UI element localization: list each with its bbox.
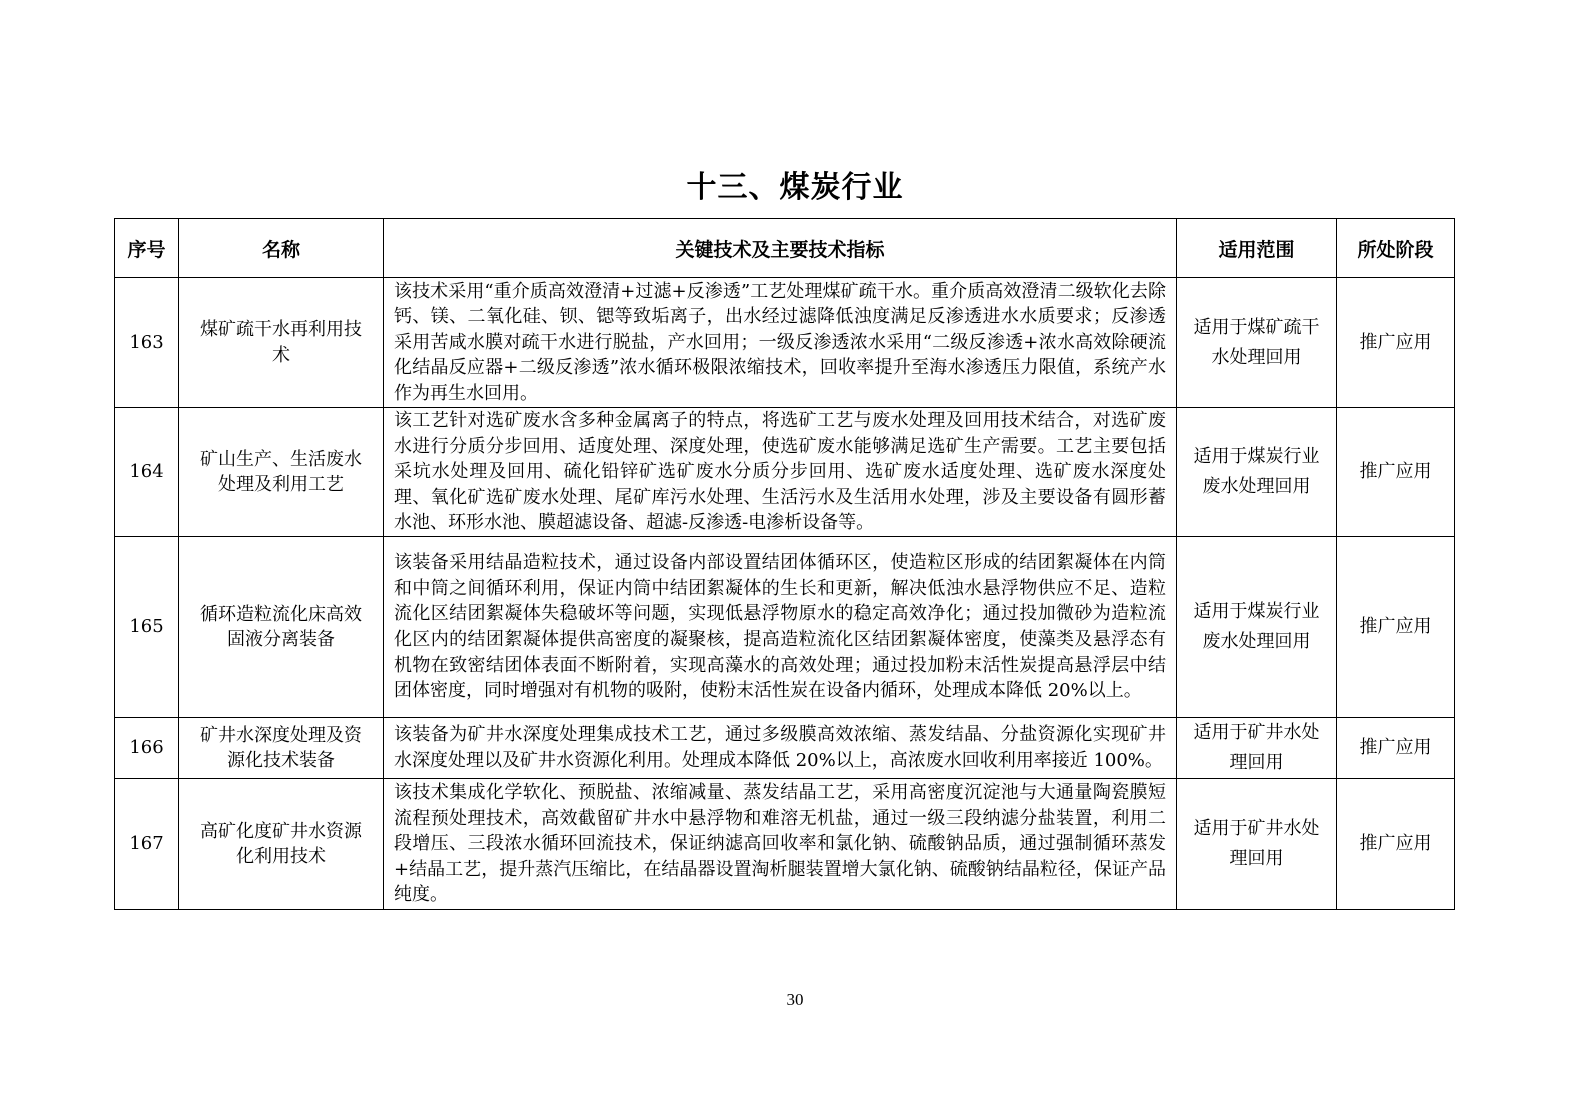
- row-name: 矿山生产、生活废水处理及利用工艺: [179, 408, 384, 537]
- row-name: 煤矿疏干水再利用技术: [179, 278, 384, 408]
- row-number: 166: [115, 718, 179, 779]
- row-number: 164: [115, 408, 179, 537]
- row-name: 循环造粒流化床高效固液分离装备: [179, 537, 384, 718]
- row-name: 高矿化度矿井水资源化利用技术: [179, 779, 384, 910]
- row-scope: 适用于煤炭行业废水处理回用: [1177, 537, 1337, 718]
- page-title: 十三、煤炭行业: [686, 170, 904, 205]
- row-stage: 推广应用: [1337, 278, 1455, 408]
- header-scope: 适用范围: [1177, 219, 1337, 278]
- row-description: 该工艺针对选矿废水含多种金属离子的特点，将选矿工艺与废水处理及回用技术结合，对选矿废水进行分质分步回用、适度处理、深度处理，使选矿废水能够满足选矿生产需要。工艺主要包括采坑水处理及回用、硫化铅锌矿选矿废水分质分步回用、选矿废水适度处理、选矿废水深度处理、氧化矿选矿废水处理、尾矿库污水处理、生活污水及生活用水处理，涉及主要设备有圆形蓄水池、环形水池、膜超滤设备、超滤-反渗透-电渗析设备等。: [384, 408, 1177, 537]
- row-scope: 适用于煤矿疏干水处理回用: [1177, 278, 1337, 408]
- row-scope: 适用于矿井水处理回用: [1177, 779, 1337, 910]
- row-description: 该装备为矿井水深度处理集成技术工艺，通过多级膜高效浓缩、蒸发结晶、分盐资源化实现矿井水深度处理以及矿井水资源化利用。处理成本降低 20%以上，高浓废水回收利用率接近 100%。: [384, 718, 1177, 779]
- header-key-tech: 关键技术及主要技术指标: [384, 219, 1177, 278]
- header-stage: 所处阶段: [1337, 219, 1455, 278]
- table-row: [115, 718, 1455, 779]
- table-row: [115, 779, 1455, 910]
- row-number: 167: [115, 779, 179, 910]
- row-stage: 推广应用: [1337, 718, 1455, 779]
- row-stage: 推广应用: [1337, 537, 1455, 718]
- header-number: 序号: [115, 219, 179, 278]
- technology-table: [114, 218, 1455, 910]
- header-name: 名称: [179, 219, 384, 278]
- row-stage: 推广应用: [1337, 779, 1455, 910]
- row-scope: 适用于矿井水处理回用: [1177, 718, 1337, 779]
- row-description: 该技术集成化学软化、预脱盐、浓缩减量、蒸发结晶工艺，采用高密度沉淀池与大通量陶瓷膜短流程预处理技术，高效截留矿井水中悬浮物和难溶无机盐，通过一级三段纳滤分盐装置，利用二段增压、三段浓水循环回流技术，保证纳滤高回收率和氯化钠、硫酸钠品质，通过强制循环蒸发+结晶工艺，提升蒸汽压缩比，在结晶器设置淘析腿装置增大氯化钠、硫酸钠结晶粒径，保证产品纯度。: [384, 779, 1177, 910]
- row-description: 该技术采用“重介质高效澄清+过滤+反渗透”工艺处理煤矿疏干水。重介质高效澄清二级软化去除钙、镁、二氧化硅、钡、锶等致垢离子，出水经过滤降低浊度满足反渗透进水水质要求；反渗透采用苦咸水膜对疏干水进行脱盐，产水回用；一级反渗透浓水采用“二级反渗透+浓水高效除硬流化结晶反应器+二级反渗透”浓水循环极限浓缩技术，回收率提升至海水渗透压力限值，系统产水作为再生水回用。: [384, 278, 1177, 408]
- table-header-row: [115, 219, 1455, 278]
- page-number: 30: [786, 990, 804, 1009]
- table-row: [115, 278, 1455, 408]
- table-row: [115, 537, 1455, 718]
- row-description: 该装备采用结晶造粒技术，通过设备内部设置结团体循环区，使造粒区形成的结团絮凝体在内筒和中筒之间循环利用，保证内筒中结团絮凝体的生长和更新，解决低浊水悬浮物供应不足、造粒流化区结团絮凝体失稳破坏等问题，实现低悬浮物原水的稳定高效净化；通过投加微砂为造粒流化区内的结团絮凝体提供高密度的凝聚核，提高造粒流化区结团絮凝体密度，使藻类及悬浮态有机物在致密结团体表面不断附着，实现高藻水的高效处理；通过投加粉末活性炭提高悬浮层中结团体密度，同时增强对有机物的吸附，使粉末活性炭在设备内循环，处理成本降低 20%以上。: [384, 537, 1177, 718]
- row-name: 矿井水深度处理及资源化技术装备: [179, 718, 384, 779]
- row-stage: 推广应用: [1337, 408, 1455, 537]
- table-row: [115, 408, 1455, 537]
- row-number: 165: [115, 537, 179, 718]
- row-number: 163: [115, 278, 179, 408]
- row-scope: 适用于煤炭行业废水处理回用: [1177, 408, 1337, 537]
